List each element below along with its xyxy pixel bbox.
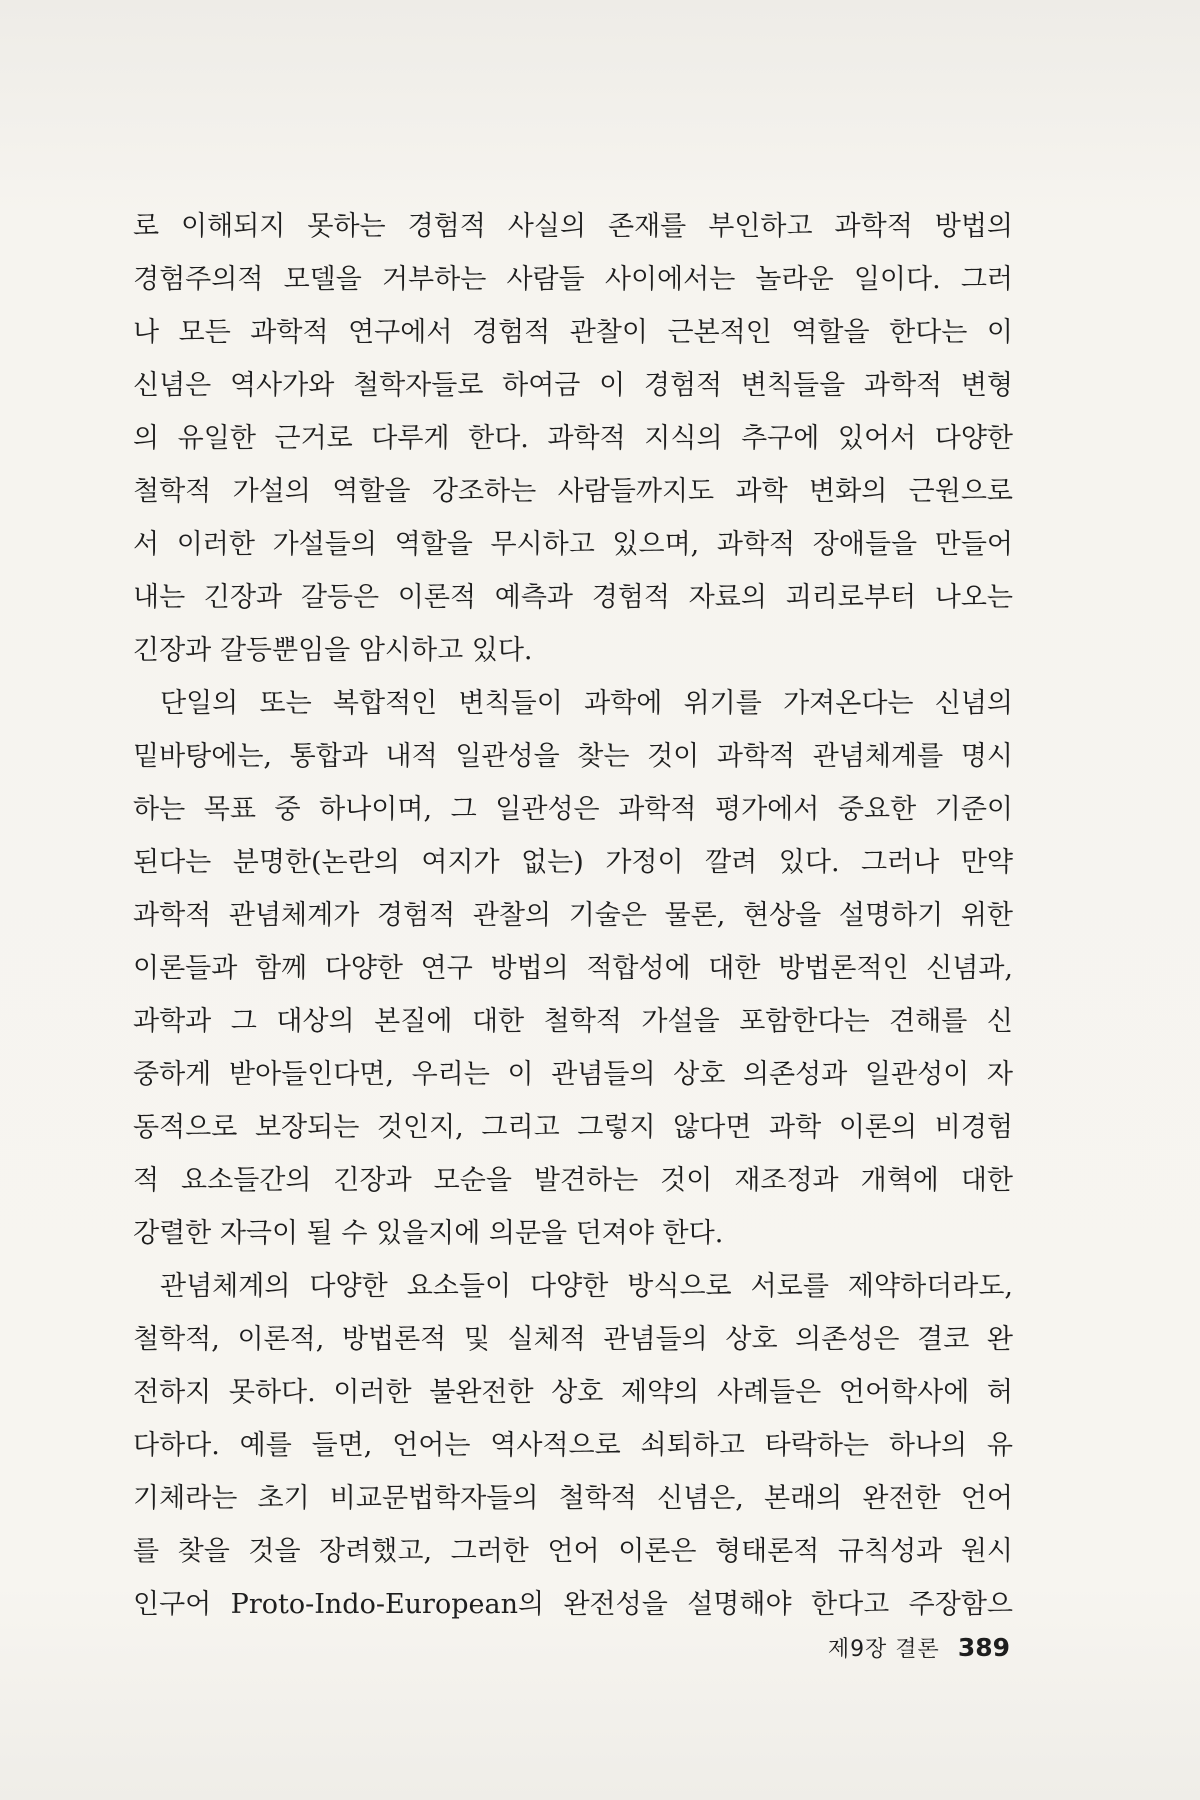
text-line: 하는 목표 중 하나이며, 그 일관성은 과학적 평가에서 중요한 기준이: [133, 794, 1013, 825]
text-line: 강렬한 자극이 될 수 있을지에 의문을 던져야 한다.: [133, 1218, 724, 1249]
text-line: 를 찾을 것을 장려했고, 그러한 언어 이론은 형태론적 규칙성과 원시: [133, 1536, 1013, 1567]
text-line: 신념은 역사가와 철학자들로 하여금 이 경험적 변칙들을 과학적 변형: [133, 370, 1013, 401]
text-line: 서 이러한 가설들의 역할을 무시하고 있으며, 과학적 장애들을 만들어: [133, 529, 1013, 560]
text-line: 단일의 또는 복합적인 변칙들이 과학에 위기를 가져온다는 신념의: [160, 688, 1013, 719]
text-line: 철학적, 이론적, 방법론적 및 실체적 관념들의 상호 의존성은 결코 완: [133, 1324, 1013, 1355]
text-line: 다하다. 예를 들면, 언어는 역사적으로 쇠퇴하고 타락하는 하나의 유: [133, 1430, 1013, 1461]
text-line: 과학적 관념체계가 경험적 관찰의 기술은 물론, 현상을 설명하기 위한: [133, 900, 1013, 931]
text-line: 긴장과 갈등뿐임을 암시하고 있다.: [133, 635, 533, 666]
text-line: 철학적 가설의 역할을 강조하는 사람들까지도 과학 변화의 근원으로: [133, 476, 1013, 507]
text-line: 밑바탕에는, 통합과 내적 일관성을 찾는 것이 과학적 관념체계를 명시: [133, 741, 1013, 772]
page-number: 389: [957, 1633, 1010, 1662]
text-line: 전하지 못하다. 이러한 불완전한 상호 제약의 사례들은 언어학사에 허: [133, 1377, 1013, 1408]
text-line: 이론들과 함께 다양한 연구 방법의 적합성에 대한 방법론적인 신념과,: [133, 953, 1013, 984]
text-line: 동적으로 보장되는 것인지, 그리고 그렇지 않다면 과학 이론의 비경험: [133, 1112, 1013, 1143]
text-line: 의 유일한 근거로 다루게 한다. 과학적 지식의 추구에 있어서 다양한: [133, 423, 1013, 454]
chapter-title: 제9장 결론: [827, 1637, 940, 1662]
text-line: 경험주의적 모델을 거부하는 사람들 사이에서는 놀라운 일이다. 그러: [133, 264, 1013, 295]
text-line: 기체라는 초기 비교문법학자들의 철학적 신념은, 본래의 완전한 언어: [133, 1483, 1013, 1514]
text-line: 내는 긴장과 갈등은 이론적 예측과 경험적 자료의 괴리로부터 나오는: [133, 582, 1013, 613]
page-footer: [828, 1632, 1010, 1663]
body-text: [133, 200, 1013, 1631]
text-line: 나 모든 과학적 연구에서 경험적 관찰이 근본적인 역할을 한다는 이: [133, 317, 1013, 348]
text-line: 된다는 분명한(논란의 여지가 없는) 가정이 깔려 있다. 그러나 만약: [133, 847, 1013, 878]
text-line: 중하게 받아들인다면, 우리는 이 관념들의 상호 의존성과 일관성이 자: [133, 1059, 1013, 1090]
text-line: 적 요소들간의 긴장과 모순을 발견하는 것이 재조정과 개혁에 대한: [133, 1165, 1013, 1196]
text-line: 과학과 그 대상의 본질에 대한 철학적 가설을 포함한다는 견해를 신: [133, 1006, 1013, 1037]
text-line: 로 이해되지 못하는 경험적 사실의 존재를 부인하고 과학적 방법의: [133, 211, 1013, 242]
text-line: 관념체계의 다양한 요소들이 다양한 방식으로 서로를 제약하더라도,: [160, 1271, 1013, 1302]
text-line: 인구어 Proto-Indo-European의 완전성을 설명해야 한다고 주장함으: [133, 1589, 1013, 1620]
